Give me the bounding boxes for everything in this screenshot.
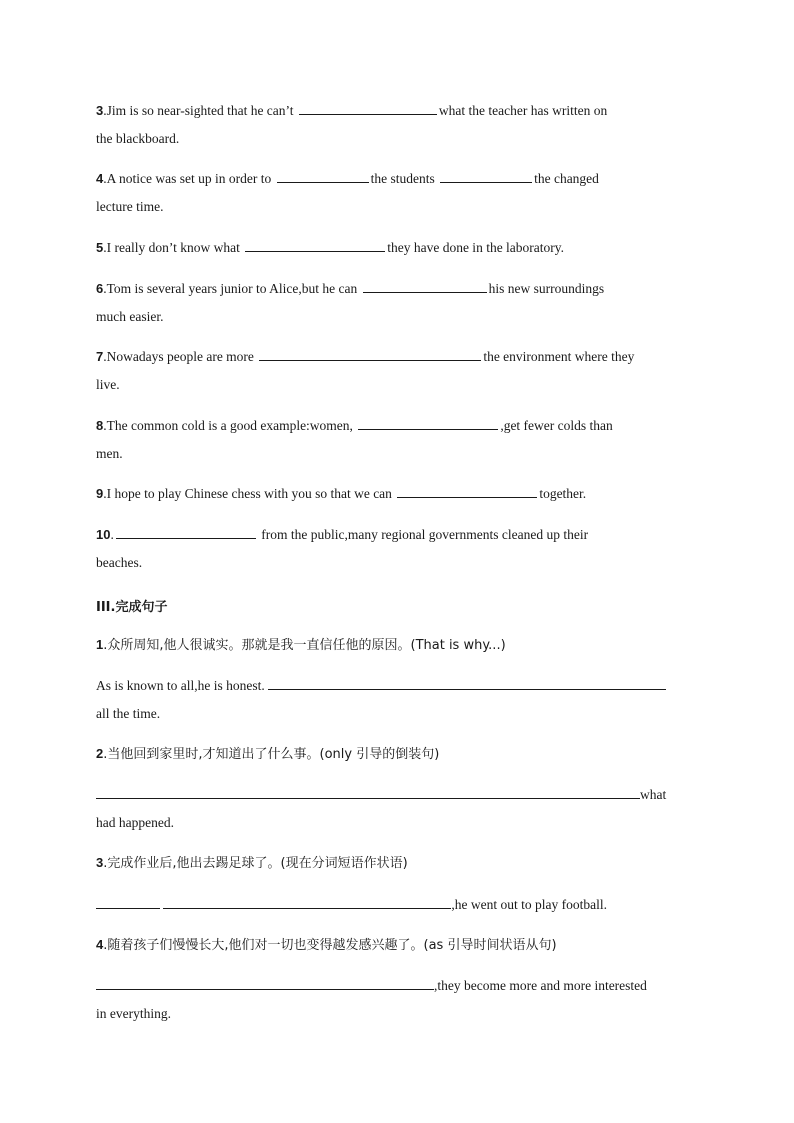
item-number: 5 bbox=[96, 240, 104, 255]
item-text-before: . bbox=[110, 527, 114, 542]
fill-blank-item bbox=[96, 521, 696, 576]
translation-answer bbox=[96, 672, 706, 727]
item-text-before: .I really don’t know what bbox=[103, 240, 244, 255]
item-text-after: together. bbox=[539, 486, 587, 501]
item-text-before: .I hope to play Chinese chess with you so that we can bbox=[103, 486, 396, 501]
item-prompt: .随着孩子们慢慢长大,他们对一切也变得越发感兴趣了。(as 引导时间状语从句) bbox=[103, 938, 557, 953]
fill-blank-item bbox=[96, 275, 696, 330]
item-text-after: what bbox=[640, 787, 667, 802]
item-continuation: live. bbox=[96, 376, 120, 392]
answer-blank[interactable] bbox=[96, 786, 640, 799]
answer-blank[interactable] bbox=[277, 170, 369, 183]
item-number: 2 bbox=[96, 746, 104, 761]
item-text-after: what the teacher has written on bbox=[438, 103, 608, 118]
translation-item bbox=[96, 631, 696, 660]
translation-item bbox=[96, 740, 696, 769]
item-prompt: .完成作业后,他出去踢足球了。(现在分词短语作状语) bbox=[103, 856, 408, 871]
item-number: 4 bbox=[96, 937, 104, 952]
item-prompt: .当他回到家里时,才知道出了什么事。(only 引导的倒装句) bbox=[103, 747, 440, 762]
translation-answer bbox=[96, 972, 696, 1027]
item-continuation: in everything. bbox=[96, 1005, 171, 1021]
answer-blank[interactable] bbox=[96, 977, 434, 990]
answer-blank[interactable] bbox=[268, 677, 666, 690]
item-continuation: much easier. bbox=[96, 308, 164, 324]
answer-blank[interactable] bbox=[259, 348, 481, 361]
item-text-after: ,they become more and more interested bbox=[434, 978, 647, 993]
answer-blank[interactable] bbox=[363, 280, 487, 293]
item-number: 1 bbox=[96, 637, 104, 652]
item-text-after: his new surroundings bbox=[488, 281, 605, 296]
item-number: 10 bbox=[96, 527, 111, 542]
item-prompt: .众所周知,他人很诚实。那就是我一直信任他的原因。(That is why...) bbox=[103, 638, 506, 653]
answer-blank[interactable] bbox=[245, 239, 385, 252]
answer-blank[interactable] bbox=[358, 417, 498, 430]
fill-blank-item bbox=[96, 480, 696, 508]
answer-blank[interactable] bbox=[440, 170, 532, 183]
item-continuation: men. bbox=[96, 445, 123, 461]
answer-blank[interactable] bbox=[163, 896, 451, 909]
item-continuation: the blackboard. bbox=[96, 130, 180, 146]
item-text-after: ,get fewer colds than bbox=[500, 418, 613, 433]
item-number: 7 bbox=[96, 349, 104, 364]
fill-blank-item bbox=[96, 343, 696, 398]
item-continuation: all the time. bbox=[96, 705, 161, 721]
fill-blank-item bbox=[96, 234, 696, 262]
item-text-after: the changed bbox=[534, 171, 599, 186]
item-text-before: .A notice was set up in order to bbox=[103, 171, 275, 186]
item-text-before: As is known to all,he is honest. bbox=[96, 678, 269, 693]
translation-answer bbox=[96, 891, 696, 919]
item-continuation: had happened. bbox=[96, 814, 174, 830]
section-heading: III.完成句子 bbox=[96, 600, 168, 615]
item-text-after: they have done in the laboratory. bbox=[387, 240, 565, 255]
answer-blank[interactable] bbox=[116, 526, 256, 539]
item-text-after: from the public,many regional governments cleaned up their bbox=[257, 527, 589, 542]
answer-blank[interactable] bbox=[96, 896, 160, 909]
item-text-after: ,he went out to play football. bbox=[451, 897, 607, 912]
answer-blank[interactable] bbox=[299, 102, 437, 115]
translation-item bbox=[96, 849, 696, 878]
item-text-after: the environment where they bbox=[483, 349, 635, 364]
item-text-middle: the students bbox=[370, 171, 439, 186]
translation-item bbox=[96, 931, 696, 960]
item-number: 8 bbox=[96, 418, 104, 433]
translation-answer bbox=[96, 781, 706, 836]
answer-blank[interactable] bbox=[397, 485, 537, 498]
item-text-before: .Jim is so near-sighted that he can’t bbox=[103, 103, 297, 118]
item-number: 3 bbox=[96, 855, 104, 870]
item-text-before: .Tom is several years junior to Alice,but he can bbox=[103, 281, 361, 296]
item-text-before: .The common cold is a good example:women, bbox=[103, 418, 357, 433]
item-number: 6 bbox=[96, 281, 104, 296]
item-number: 4 bbox=[96, 171, 104, 186]
fill-blank-item bbox=[96, 97, 696, 152]
item-number: 3 bbox=[96, 103, 104, 118]
item-continuation: lecture time. bbox=[96, 198, 164, 214]
item-text-before: .Nowadays people are more bbox=[103, 349, 258, 364]
fill-blank-item bbox=[96, 412, 696, 467]
item-continuation: beaches. bbox=[96, 554, 143, 570]
fill-blank-item bbox=[96, 165, 696, 220]
item-number: 9 bbox=[96, 486, 104, 501]
